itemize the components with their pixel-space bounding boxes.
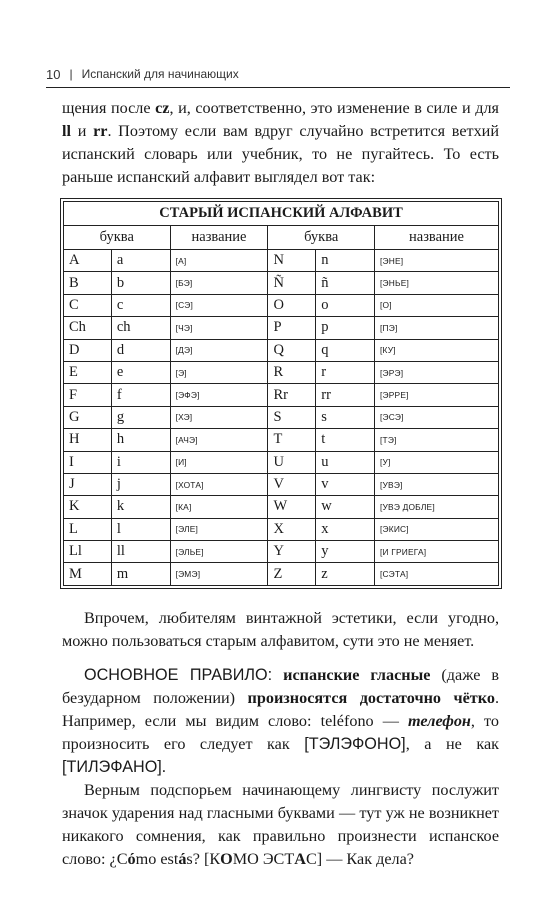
upper-letter: D [64,339,112,361]
lower-letter: z [316,563,375,585]
lower-letter: m [111,563,170,585]
upper-letter: M [64,563,112,585]
letter-name: [А] [170,250,268,272]
letter-name: [ЭСЭ] [375,406,499,428]
page-number: 10 [46,66,61,82]
letter-name: [О] [375,294,499,316]
alphabet-table-frame [60,198,502,589]
col-header-name: название [170,226,268,250]
upper-letter: O [268,294,316,316]
letter-name: [ЭМЭ] [170,563,268,585]
letter-name: [ХЭ] [170,406,268,428]
upper-letter: C [64,294,112,316]
table-title: СТАРЫЙ ИСПАНСКИЙ АЛФАВИТ [64,202,499,226]
lower-letter: w [316,496,375,518]
upper-letter: B [64,272,112,294]
accent-A-cyr: А [294,850,306,868]
lower-letter: b [111,272,170,294]
intro-rr: rr [93,122,108,140]
upper-letter: S [268,406,316,428]
lower-letter: f [111,384,170,406]
table-row [64,272,499,294]
upper-letter: Q [268,339,316,361]
rule-text-2: . Например, если мы видим слово: teléfono — [62,689,499,730]
lower-letter: o [316,294,375,316]
header-separator: | [69,67,73,81]
letter-name: [Э] [170,361,268,383]
lower-letter: j [111,473,170,495]
lower-letter: t [316,429,375,451]
accent-text-2: mo est [135,850,179,868]
rule-transcription-1: [ТЭЛЭФОНО] [304,735,406,753]
accent-text-1: Верным подспорьем начинающему лингвисту послужит значок ударения над гласными буквами — тут уж не возникнет никакого сомнения, как правильно произнести испанское слово: ¿C [62,781,499,868]
lower-letter: c [111,294,170,316]
lower-letter: l [111,518,170,540]
letter-name: [УВЭ ДОБЛЕ] [375,496,499,518]
rule-pronounce: произносятся достаточно чётко [247,689,495,707]
letter-name: [СЭ] [170,294,268,316]
letter-name: [ЭРЭ] [375,361,499,383]
rule-text-5: . [161,758,166,776]
upper-letter: H [64,429,112,451]
upper-letter: P [268,317,316,339]
letter-name: [И] [170,451,268,473]
upper-letter: Y [268,541,316,563]
letter-name: [ЭКИС] [375,518,499,540]
lower-letter: r [316,361,375,383]
paragraph-vintage [62,607,499,653]
accent-o: ó [127,850,136,868]
intro-paragraph [62,97,499,189]
lower-letter: p [316,317,375,339]
intro-ll: ll [62,122,71,140]
lower-letter: i [111,451,170,473]
lower-letter: g [111,406,170,428]
letter-name: [ЭЛЬЕ] [170,541,268,563]
letter-name: [СЭТА] [375,563,499,585]
letter-name: [ЧЭ] [170,317,268,339]
rule-text-0 [272,666,283,684]
upper-letter: L [64,518,112,540]
upper-letter: W [268,496,316,518]
lower-letter: ñ [316,272,375,294]
upper-letter: F [64,384,112,406]
rule-text-1: (даже в безударном положении) [62,666,499,707]
upper-letter: Ch [64,317,112,339]
rule-vowels: испанские гласные [283,666,431,684]
table-row [64,317,499,339]
table-row [64,518,499,540]
upper-letter: V [268,473,316,495]
lower-letter: ll [111,541,170,563]
lower-letter: n [316,250,375,272]
upper-letter: N [268,250,316,272]
rule-section [62,664,499,871]
lower-letter: s [316,406,375,428]
upper-letter: K [64,496,112,518]
letter-name: [КУ] [375,339,499,361]
lower-letter: y [316,541,375,563]
lower-letter: k [111,496,170,518]
upper-letter: J [64,473,112,495]
lower-letter: h [111,429,170,451]
table-row [64,294,499,316]
lower-letter: e [111,361,170,383]
old-spanish-alphabet-table [63,201,499,586]
upper-letter: I [64,451,112,473]
table-row [64,339,499,361]
table-row [64,473,499,495]
intro-text-2: , и, соответственно, это изменение в силе и для [169,99,499,117]
letter-name: [КА] [170,496,268,518]
upper-letter: X [268,518,316,540]
table-row [64,496,499,518]
col-header-name: название [375,226,499,250]
intro-cz: cz [155,99,170,117]
col-header-letter: буква [268,226,375,250]
accent-text-5: С] — Как дела? [305,850,414,868]
table-row [64,384,499,406]
letter-name: [АЧЭ] [170,429,268,451]
running-header [46,64,239,84]
lower-letter: v [316,473,375,495]
letter-name: [ПЭ] [375,317,499,339]
table-row [64,563,499,585]
upper-letter: U [268,451,316,473]
letter-name: [ХОТА] [170,473,268,495]
paragraph-vintage-text: Впрочем, любителям винтажной эстетики, если угодно, можно пользоваться старым алфавитом, сути это не меняет. [62,609,499,650]
table-row [64,451,499,473]
letter-name: [ЭРРЕ] [375,384,499,406]
table-row [64,541,499,563]
letter-name: [ДЭ] [170,339,268,361]
upper-letter: Ñ [268,272,316,294]
lower-letter: q [316,339,375,361]
lower-letter: rr [316,384,375,406]
upper-letter: T [268,429,316,451]
accent-O-cyr: О [220,850,233,868]
upper-letter: A [64,250,112,272]
intro-text-1: щения после [62,99,156,117]
table-row [64,429,499,451]
rule-text-4: , а не как [405,735,500,753]
lower-letter: ch [111,317,170,339]
accent-text-4: МО ЭСТ [232,850,295,868]
lower-letter: x [316,518,375,540]
col-header-letter: буква [64,226,171,250]
rule-transcription-2: [ТИЛЭФАНО] [62,758,162,776]
letter-name: [ТЭ] [375,429,499,451]
letter-name: [И ГРИЕГА] [375,541,499,563]
rule-paragraph [62,664,499,779]
rule-label: ОСНОВНОЕ ПРАВИЛО: [84,666,273,684]
intro-text-3: и [71,122,94,140]
letter-name: [ЭНЕ] [375,250,499,272]
lower-letter: d [111,339,170,361]
table-row [64,250,499,272]
upper-letter: Z [268,563,316,585]
letter-name: [ЭФЭ] [170,384,268,406]
accent-paragraph [62,779,499,871]
table-row [64,361,499,383]
book-title: Испанский для начинающих [81,67,239,81]
letter-name: [У] [375,451,499,473]
letter-name: [УВЭ] [375,473,499,495]
upper-letter: Rr [268,384,316,406]
rule-telefon: телефон [407,712,471,730]
upper-letter: R [268,361,316,383]
letter-name: [ЭНЬЕ] [375,272,499,294]
table-row [64,406,499,428]
upper-letter: E [64,361,112,383]
accent-a: á [178,850,187,868]
letter-name: [ЭЛЕ] [170,518,268,540]
lower-letter: u [316,451,375,473]
accent-text-3: s? [К [186,850,221,868]
letter-name: [БЭ] [170,272,268,294]
rule-text-3: , то произносить его следует как [62,712,499,753]
upper-letter: G [64,406,112,428]
intro-text-4: . Поэтому если вам вдруг случайно встретится ветхий испанский словарь или учебник, то не пугайтесь. То есть раньше испанский алфавит выглядел вот так: [62,122,499,186]
header-rule [46,87,510,88]
upper-letter: Ll [64,541,112,563]
lower-letter: a [111,250,170,272]
